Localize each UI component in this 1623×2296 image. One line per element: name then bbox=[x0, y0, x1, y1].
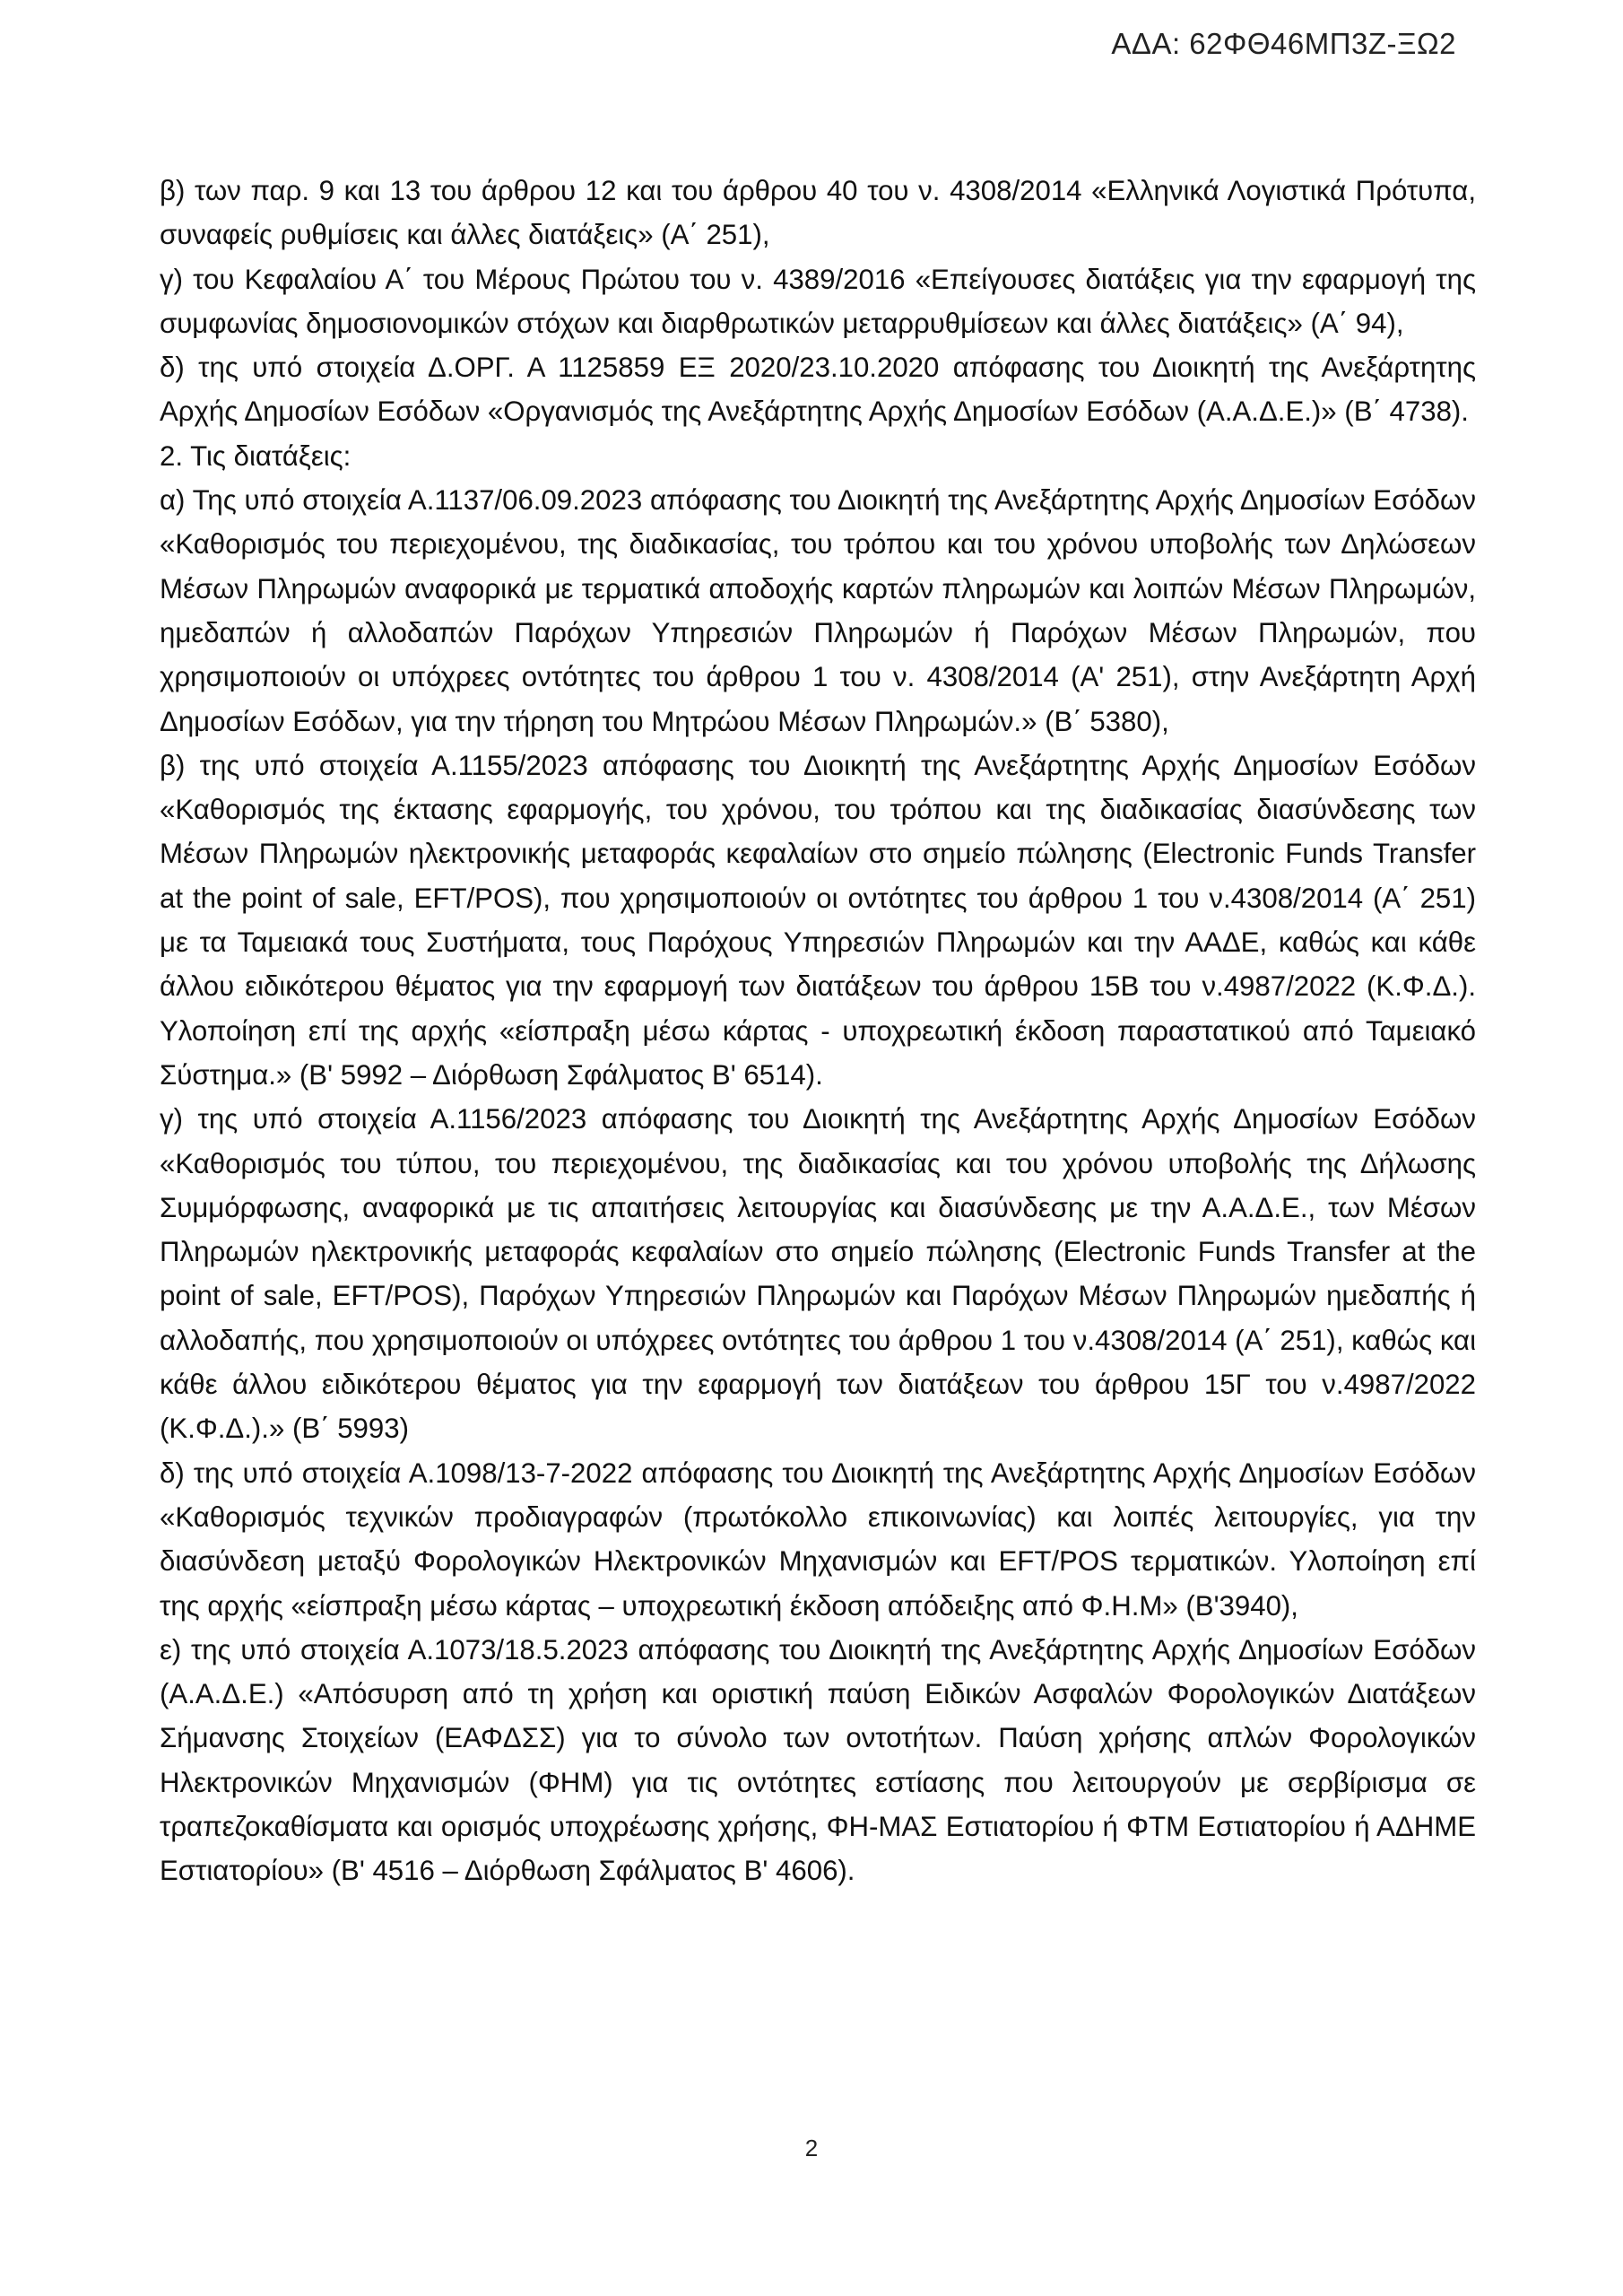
paragraph-a-decision-1137: α) Της υπό στοιχεία Α.1137/06.09.2023 απόφασης του Διοικητή της Ανεξάρτητης Αρχής Δημοσίων Εσόδων «Καθορισμός του περιεχομένου, της διαδικασίας, του τρόπου και του χρόνου υποβολής των Δηλώσεων Μέσων Πληρωμών αναφορικά με τερματικά αποδοχής καρτών πληρωμών και λοιπών Μέσων Πληρωμών, ημεδαπών ή αλλοδαπών Παρόχων Υπηρεσιών Πληρωμών ή Παρόχων Μέσων Πληρωμών, που χρησιμοποιούν οι υπόχρεες οντότητες του άρθρου 1 του ν. 4308/2014 (Α' 251), στην Ανεξάρτητη Αρχή Δημοσίων Εσόδων, για την τήρηση του Μητρώου Μέσων Πληρωμών.» (Β΄ 5380), bbox=[160, 484, 1476, 737]
paragraph-e-decision-1073: ε) της υπό στοιχεία Α.1073/18.5.2023 απόφασης του Διοικητή της Ανεξάρτητης Αρχής Δημοσίων Εσόδων (Α.Α.Δ.Ε.) «Απόσυρση από τη χρήση και οριστική παύση Ειδικών Ασφαλών Φορολογικών Διατάξεων Σήμανσης Στοιχείων (ΕΑΦΔΣΣ) για το σύνολο των οντοτήτων. Παύση χρήσης απλών Φορολογικών Ηλεκτρονικών Μηχανισμών (ΦΗΜ) για τις οντότητες εστίασης που λειτουργούν με σερβίρισμα σε τραπεζοκαθίσματα και ορισμός υποχρέωσης χρήσης, ΦΗ-ΜΑΣ Εστιατορίου ή ΦΤΜ Εστιατορίου ή ΑΔΗΜΕ Εστιατορίου» (Β' 4516 – Διόρθωση Σφάλματος Β' 4606). bbox=[160, 1633, 1476, 1887]
paragraph-c-law-4389: γ) του Κεφαλαίου Α΄ του Μέρους Πρώτου του ν. 4389/2016 «Επείγουσες διατάξεις για την εφαρμογή της συμφωνίας δημοσιονομικών στόχων και διαρθρωτικών μεταρρυθμίσεων και άλλες διατάξεις» (Α΄ 94), bbox=[160, 263, 1476, 339]
page-number: 2 bbox=[804, 2135, 819, 2161]
ada-identifier: ΑΔΑ: 62ΦΘ46ΜΠ3Ζ-ΞΩ2 bbox=[1111, 27, 1456, 60]
paragraph-b-law-4308: β) των παρ. 9 και 13 του άρθρου 12 και του άρθρου 40 του ν. 4308/2014 «Ελληνικά Λογιστικά Πρότυπα, συναφείς ρυθμίσεις και άλλες διατάξεις» (Α΄ 251), bbox=[160, 175, 1476, 251]
paragraph-d-decision-1098: δ) της υπό στοιχεία Α.1098/13-7-2022 απόφασης του Διοικητή της Ανεξάρτητης Αρχής Δημοσίων Εσόδων «Καθορισμός τεχνικών προδιαγραφών (πρωτόκολλο επικοινωνίας) και λοιπές λειτουργίες, για την διασύνδεση μεταξύ Φορολογικών Ηλεκτρονικών Μηχανισμών και EFT/POS τερματικών. Υλοποίηση επί της αρχής «είσπραξη μέσω κάρτας – υποχρεωτική έκδοση απόδειξης από Φ.Η.Μ» (Β'3940), bbox=[160, 1457, 1476, 1622]
paragraph-b-decision-1155: β) της υπό στοιχεία Α.1155/2023 απόφασης του Διοικητή της Ανεξάρτητης Αρχής Δημοσίων Εσόδων «Καθορισμός της έκτασης εφαρμογής, του χρόνου, του τρόπου και της διαδικασίας διασύνδεσης των Μέσων Πληρωμών ηλεκτρονικής μεταφοράς κεφαλαίων στο σημείο πώλησης (Electronic Funds Transfer at the point of sale, EFT/POS), που χρησιμοποιούν οι οντότητες του άρθρου 1 του ν.4308/2014 (Α΄ 251) με τα Ταμειακά τους Συστήματα, τους Παρόχους Υπηρεσιών Πληρωμών και την ΑΑΔΕ, καθώς και κάθε άλλου ειδικότερου θέματος για την εφαρμογή των διατάξεων του άρθρου 15Β του ν.4987/2022 (Κ.Φ.Δ.). Υλοποίηση επί της αρχής «είσπραξη μέσω κάρτας - υποχρεωτική έκδοση παραστατικού από Ταμειακό Σύστημα.» (Β' 5992 – Διόρθωση Σφάλματος Β' 6514). bbox=[160, 749, 1476, 1091]
paragraph-c-decision-1156: γ) της υπό στοιχεία Α.1156/2023 απόφασης του Διοικητή της Ανεξάρτητης Αρχής Δημοσίων Εσόδων «Καθορισμός του τύπου, του περιεχομένου, της διαδικασίας και του χρόνου υποβολής της Δήλωσης Συμμόρφωσης, αναφορικά με τις απαιτήσεις λειτουργίας και διασύνδεσης με την Α.Α.Δ.Ε., των Μέσων Πληρωμών ηλεκτρονικής μεταφοράς κεφαλαίων στο σημείο πώλησης (Electronic Funds Transfer at the point of sale, EFT/POS), Παρόχων Υπηρεσιών Πληρωμών και Παρόχων Μέσων Πληρωμών ημεδαπής ή αλλοδαπής, που χρησιμοποιούν οι υπόχρεες οντότητες του άρθρου 1 του ν.4308/2014 (Α΄ 251), καθώς και κάθε άλλου ειδικότερου θέματος για την εφαρμογή των διατάξεων του άρθρου 15Γ του ν.4987/2022 (Κ.Φ.Δ.).» (Β΄ 5993) bbox=[160, 1103, 1476, 1445]
section-2-heading: 2. Τις διατάξεις: bbox=[160, 439, 352, 472]
paragraph-d-aade-organization: δ) της υπό στοιχεία Δ.ΟΡΓ. Α 1125859 ΕΞ 2020/23.10.2020 απόφασης του Διοικητή της Ανεξάρτητης Αρχής Δημοσίων Εσόδων «Οργανισμός της Ανεξάρτητης Αρχής Δημοσίων Εσόδων (Α.Α.Δ.Ε.)» (Β΄ 4738). bbox=[160, 352, 1476, 428]
document-body bbox=[160, 169, 1476, 1893]
